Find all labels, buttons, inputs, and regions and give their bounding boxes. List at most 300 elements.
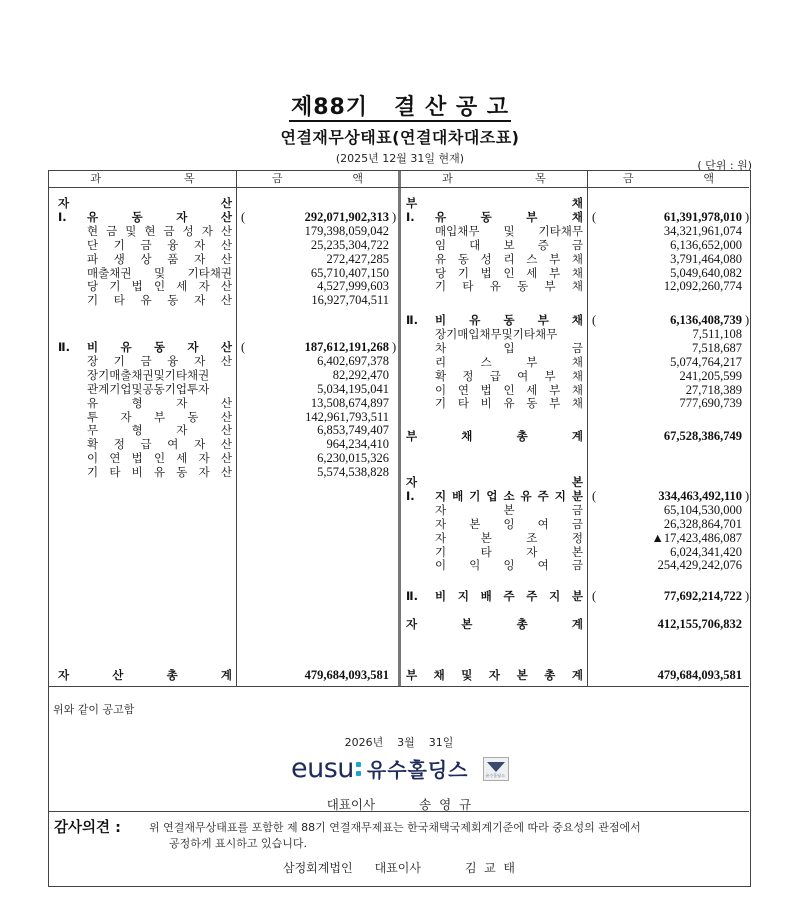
row-label <box>435 342 583 355</box>
amount-value: 412,155,706,832 <box>657 617 742 631</box>
table-row <box>49 294 749 307</box>
announce-date: 2026년 3월 31일 <box>344 736 454 749</box>
label-char: 기 <box>457 265 469 280</box>
label-char: 동 <box>503 313 515 327</box>
label-char: 산 <box>220 340 232 354</box>
amount-value: 292,071,902,313 <box>304 209 389 224</box>
label-char: 법 <box>480 265 492 280</box>
label-char: 형 <box>131 423 143 438</box>
label-char: 자 <box>176 423 188 438</box>
label-char: 산 <box>220 395 232 410</box>
label-char: 부 <box>406 429 418 443</box>
label-char: 정 <box>571 530 583 545</box>
amount-value: 6,136,652,000 <box>670 237 742 252</box>
label-char: 생 <box>113 251 125 266</box>
label-char: 산 <box>220 409 232 424</box>
subtotal-controlling-interest <box>49 490 749 503</box>
table-bottom-divider <box>49 686 749 687</box>
label-char: 자 <box>194 251 206 266</box>
label-char: 유 <box>503 396 515 411</box>
label-char: 산 <box>220 223 232 238</box>
label-char: 여 <box>167 437 179 452</box>
label-char: 자 <box>198 279 210 294</box>
subtotal-noncontrolling-interest <box>49 590 749 603</box>
label-char: 소 <box>503 488 515 503</box>
page-title <box>289 96 511 122</box>
row-label <box>87 452 232 465</box>
label-char: 법 <box>131 279 143 294</box>
total-liabilities <box>49 430 749 443</box>
table-row <box>49 518 749 531</box>
row-label <box>406 476 583 489</box>
header-amount-left <box>237 171 398 187</box>
label-char: 동 <box>457 251 469 266</box>
label-char: 장기매출채권및기타채권 <box>87 367 210 382</box>
label-char: 산 <box>220 251 232 266</box>
amount-value: 65,710,407,150 <box>310 265 389 280</box>
label-char: 조 <box>526 530 538 545</box>
label-char: 업 <box>486 488 498 503</box>
label-char: 산 <box>220 465 232 480</box>
label-char: 부 <box>537 313 549 327</box>
audit-opinion-heading: 감사의견 : <box>54 820 121 836</box>
label-char: 비 <box>131 465 143 480</box>
label-char: 타 <box>113 293 125 308</box>
amount-value: 479,684,093,581 <box>304 668 389 682</box>
label-char: 매입채무 <box>435 223 480 238</box>
amount-value: 7,511,108 <box>692 326 742 341</box>
label-char: 단 <box>87 237 99 252</box>
label-char: 채 <box>571 196 583 210</box>
label-char: 현 <box>87 223 99 238</box>
label-char: 상 <box>140 251 152 266</box>
auditor-title: 대표이사 <box>374 861 421 875</box>
table-row <box>49 559 749 572</box>
label-char: 부 <box>549 396 561 411</box>
unit-label: ( 단위 : 원) <box>697 159 752 172</box>
amount-value: 6,402,697,378 <box>317 353 389 368</box>
label-char: 채 <box>571 251 583 266</box>
row-label <box>435 225 583 238</box>
table-row <box>49 367 749 383</box>
seal-text: 유수홀딩스 <box>485 772 505 778</box>
label-char: 당 <box>87 279 99 294</box>
label-char: 기 <box>435 279 447 294</box>
amount-value: 5,034,195,041 <box>317 381 389 396</box>
label-char: 기 <box>435 396 447 411</box>
open-paren: ( <box>592 209 597 224</box>
statement-title: 연결재무상태표(연결대차대조표) <box>280 128 520 147</box>
label-char: 동 <box>176 465 188 480</box>
label-char: 세 <box>526 382 538 397</box>
label-char: 지 <box>457 589 469 603</box>
label-char: 급 <box>489 368 501 383</box>
label-char: 동 <box>131 209 143 224</box>
label-char: 법 <box>480 382 492 397</box>
header-text: 과 <box>90 172 102 185</box>
label-char: 연 <box>457 382 469 397</box>
label-char: 익 <box>469 558 481 573</box>
ceo-name: 송 영 규 <box>419 797 472 812</box>
label-char: 배 <box>480 589 492 603</box>
row-label <box>435 397 583 410</box>
label-char: 금 <box>571 237 583 252</box>
row-label <box>406 669 583 682</box>
label-char: 융 <box>167 353 179 368</box>
header-text: 목 <box>535 172 546 185</box>
label-char: 산 <box>220 293 232 308</box>
roman-numeral: Ⅱ. <box>406 589 418 603</box>
auditor-name: 김 교 태 <box>464 861 515 875</box>
row-label <box>406 197 583 210</box>
label-char: 본 <box>480 530 492 545</box>
ceo-title: 대표이사 <box>326 797 376 812</box>
table-row <box>49 239 749 252</box>
table-row <box>49 267 749 280</box>
label-char: 법 <box>131 451 143 466</box>
label-char: 자 <box>176 209 188 224</box>
roman-numeral: Ⅱ. <box>58 340 70 354</box>
label-char: 타 <box>109 465 121 480</box>
table-row <box>49 342 749 355</box>
label-char: 계 <box>571 617 583 631</box>
label-char: 여 <box>537 558 549 573</box>
label-char: 자 <box>176 395 188 410</box>
row-label <box>435 490 583 503</box>
label-char: 본 <box>461 617 473 631</box>
table-row <box>49 353 749 369</box>
as-of-date: (2025년 12월 31일 현재) <box>335 152 465 165</box>
label-char: 자 <box>120 409 132 424</box>
label-char: 금 <box>571 502 583 517</box>
notice-text: 위와 같이 공고함 <box>53 703 135 716</box>
title-main: 결 산 공 고 <box>394 95 510 120</box>
label-char: 배 <box>452 488 464 503</box>
label-char: 채 <box>571 313 583 327</box>
label-char: 금 <box>571 516 583 531</box>
label-char: 주 <box>503 589 515 603</box>
amount-value: 6,853,749,407 <box>317 423 389 438</box>
label-char: 분 <box>571 589 583 603</box>
label-char: 산 <box>220 196 232 210</box>
row-label <box>435 518 583 531</box>
row-label <box>406 430 583 443</box>
label-char: 자 <box>58 668 70 682</box>
audit-divider <box>49 811 749 812</box>
row-label <box>435 280 583 293</box>
roman-numeral: Ⅰ. <box>58 209 67 224</box>
label-char: 부 <box>526 354 538 369</box>
label-char: 채 <box>571 396 583 411</box>
label-char: 확 <box>87 437 99 452</box>
header-text: 액 <box>352 172 364 185</box>
amount-value: 254,429,242,076 <box>657 558 742 573</box>
row-label <box>435 328 583 341</box>
amount-value: 479,684,093,581 <box>657 668 742 682</box>
label-char: 자 <box>194 353 206 368</box>
roman-numeral: Ⅰ. <box>406 488 415 503</box>
close-paren: ) <box>745 313 750 327</box>
row-label <box>435 504 583 517</box>
table-row <box>49 280 749 293</box>
label-char: 주 <box>526 589 538 603</box>
label-char: 스 <box>480 354 492 369</box>
amount-value: 3,791,464,080 <box>670 251 742 266</box>
audit-opinion-text <box>149 820 744 852</box>
amount-value: 27,718,389 <box>685 382 742 397</box>
label-char: 채 <box>571 382 583 397</box>
open-paren: ( <box>592 313 597 327</box>
amount-value: 6,136,408,739 <box>670 313 742 327</box>
label-char: 입 <box>503 340 515 355</box>
label-char: 급 <box>140 437 152 452</box>
subtotal-noncurrent-liabilities <box>49 314 749 327</box>
label-char: 리 <box>435 354 447 369</box>
label-char: 자 <box>435 516 447 531</box>
label-char: 확 <box>435 368 447 383</box>
label-char: 타 <box>457 396 469 411</box>
row-label <box>435 384 583 397</box>
label-char: 유 <box>153 465 166 480</box>
label-char: 본 <box>516 668 528 682</box>
label-char: 부 <box>406 196 418 210</box>
label-char: 이 <box>435 558 447 573</box>
amount-value: 82,292,470 <box>332 367 389 382</box>
label-char: 총 <box>516 429 528 443</box>
amount-value: 16,927,704,511 <box>311 293 389 308</box>
label-char: 기 <box>87 465 99 480</box>
logo-wordmark-en: eusu <box>291 752 354 784</box>
label-char: 차 <box>435 340 447 355</box>
label-char: 본 <box>571 475 583 489</box>
header-text: 금 <box>271 172 283 185</box>
amount-value: 964,234,410 <box>326 437 389 452</box>
label-char: 세 <box>176 279 188 294</box>
label-char: 금 <box>571 558 583 573</box>
label-char: 유 <box>469 313 481 327</box>
table-row <box>49 411 749 424</box>
label-char: 자 <box>488 668 501 682</box>
row-label <box>87 294 232 307</box>
label-char: 기 <box>87 293 99 308</box>
row-label <box>435 559 583 572</box>
label-char: 자 <box>194 237 206 252</box>
label-char: 기타채권 <box>187 265 232 280</box>
amount-value: 5,049,640,082 <box>670 265 742 280</box>
balance-sheet-table <box>49 171 749 686</box>
table-row <box>49 253 749 266</box>
label-char: 부 <box>153 409 166 424</box>
label-char: 보 <box>503 237 515 252</box>
label-char: 기 <box>113 353 125 368</box>
label-char: 금 <box>571 340 583 355</box>
label-char: 타 <box>480 544 492 559</box>
label-char: 지 <box>554 488 566 503</box>
label-char: 기 <box>435 544 447 559</box>
label-char: 부 <box>544 279 556 294</box>
label-char: 산 <box>220 209 232 224</box>
total-equity <box>49 618 749 631</box>
label-char: 증 <box>537 237 549 252</box>
amount-value: 241,205,599 <box>679 368 742 383</box>
label-char: 부 <box>549 251 561 266</box>
label-char: 유 <box>435 209 447 224</box>
amount-value: 61,391,978,010 <box>663 209 742 224</box>
table-row <box>49 225 749 238</box>
label-char: 채 <box>461 429 473 443</box>
label-char: 연 <box>109 451 121 466</box>
company-logo <box>291 754 509 783</box>
label-char: 금 <box>140 237 152 252</box>
header-item-left <box>49 171 236 187</box>
label-char: 인 <box>503 265 515 280</box>
label-char: 산 <box>220 237 232 252</box>
close-paren: ) <box>745 589 750 603</box>
label-char: 당 <box>435 265 447 280</box>
label-char: 및 <box>153 265 166 280</box>
label-char: 분 <box>571 488 583 503</box>
label-char: 인 <box>153 451 166 466</box>
amount-value: 12,092,260,774 <box>663 279 742 294</box>
label-char: 채 <box>571 354 583 369</box>
label-char: 이 <box>435 382 447 397</box>
label-char: 장 <box>87 353 99 368</box>
header-text: 목 <box>183 172 195 185</box>
table-row <box>49 532 749 545</box>
header-text: 금 <box>622 172 634 185</box>
label-char: 금 <box>163 223 175 238</box>
header-amount-right <box>588 171 749 187</box>
label-char: 부 <box>544 368 556 383</box>
label-char: 리 <box>503 251 515 266</box>
label-char: 자 <box>201 223 213 238</box>
label-char: 산 <box>112 668 124 682</box>
label-char: 융 <box>167 237 179 252</box>
amount-value: 7,518,687 <box>692 340 742 355</box>
label-char: 대 <box>469 237 481 252</box>
open-paren: ( <box>592 589 597 603</box>
label-char: 채 <box>571 279 583 294</box>
label-char: 동 <box>526 396 538 411</box>
label-char: 금 <box>106 223 118 238</box>
open-paren: ( <box>592 488 597 503</box>
label-char: 채 <box>433 668 445 682</box>
amount-value: 272,427,285 <box>326 251 389 266</box>
label-char: 유 <box>520 488 532 503</box>
label-char: 부 <box>406 668 418 682</box>
label-char: 형 <box>131 395 143 410</box>
close-paren: ) <box>745 488 750 503</box>
label-char: 유 <box>435 251 447 266</box>
header-text: 과 <box>442 172 453 185</box>
label-char: 관계기업및공동기업투자 <box>87 381 210 396</box>
label-char: 유 <box>87 209 99 224</box>
row-label <box>435 314 583 327</box>
amount-value: 142,961,793,511 <box>305 409 389 424</box>
label-char: 기 <box>109 279 121 294</box>
label-char: 기 <box>469 488 481 503</box>
label-char: 여 <box>517 368 529 383</box>
close-paren: ) <box>392 209 397 224</box>
label-char: 및 <box>461 668 473 682</box>
close-paren: ) <box>745 209 750 224</box>
announcement-header <box>0 96 800 166</box>
label-char: 품 <box>167 251 179 266</box>
label-char: 기타채무 <box>538 223 583 238</box>
auditor-firm: 삼정회계법인 <box>283 861 353 875</box>
label-char: 성 <box>182 223 194 238</box>
amount-value: 334,463,492,110 <box>658 488 742 503</box>
label-char: 부 <box>549 265 561 280</box>
label-char: 및 <box>125 223 137 238</box>
label-char: 자 <box>194 293 206 308</box>
logo-colon-icon <box>356 762 361 776</box>
label-char: 본 <box>571 544 583 559</box>
label-char: 유 <box>489 279 501 294</box>
label-char: 계 <box>571 668 583 682</box>
subtotal-current-liabilities <box>49 211 749 224</box>
label-char: 산 <box>220 451 232 466</box>
amount-value: 67,528,386,749 <box>663 429 742 443</box>
label-char: 잉 <box>503 516 515 531</box>
amount-value: 5,074,764,217 <box>670 354 742 369</box>
label-char: 금 <box>140 353 152 368</box>
label-char: 잉 <box>503 558 515 573</box>
amount-value: 25,235,304,722 <box>310 237 389 252</box>
label-char: 유 <box>87 395 99 410</box>
row-label <box>435 590 583 603</box>
label-char: 자 <box>58 196 70 210</box>
label-char: 파 <box>87 251 99 266</box>
label-char: 자 <box>198 465 210 480</box>
label-char: 동 <box>517 279 529 294</box>
auditor-signature <box>49 859 749 876</box>
label-char: 세 <box>176 451 188 466</box>
label-char: 자 <box>406 475 418 489</box>
table-row <box>49 546 749 559</box>
label-char: 주 <box>537 488 549 503</box>
row-label <box>435 532 583 545</box>
label-char: 정 <box>462 368 474 383</box>
label-char: 산 <box>220 279 232 294</box>
header-text: 액 <box>703 172 715 185</box>
amount-value: 13,508,674,897 <box>310 395 389 410</box>
label-char: 스 <box>526 251 538 266</box>
label-char: 동 <box>153 340 166 354</box>
balance-sheet-frame <box>48 170 751 887</box>
row-label <box>435 239 583 252</box>
company-seal-icon <box>483 757 509 781</box>
row-label <box>435 546 583 559</box>
label-char: 본 <box>469 516 481 531</box>
label-char: 채 <box>571 209 583 224</box>
label-char: 기 <box>113 237 125 252</box>
row-label <box>87 411 232 424</box>
amount-value: 5,574,538,828 <box>317 465 389 480</box>
label-char: 투 <box>87 409 99 424</box>
amount-value: 6,024,341,420 <box>670 544 742 559</box>
roman-numeral: Ⅰ. <box>406 209 415 224</box>
label-char: 이 <box>87 451 99 466</box>
label-char: 지 <box>549 589 561 603</box>
label-char: 성 <box>480 251 492 266</box>
row-label <box>435 370 583 383</box>
label-char: 총 <box>544 668 556 682</box>
label-char: 채 <box>571 265 583 280</box>
label-char: 계 <box>571 429 583 443</box>
row-label <box>435 253 583 266</box>
label-char: 본 <box>503 502 515 517</box>
